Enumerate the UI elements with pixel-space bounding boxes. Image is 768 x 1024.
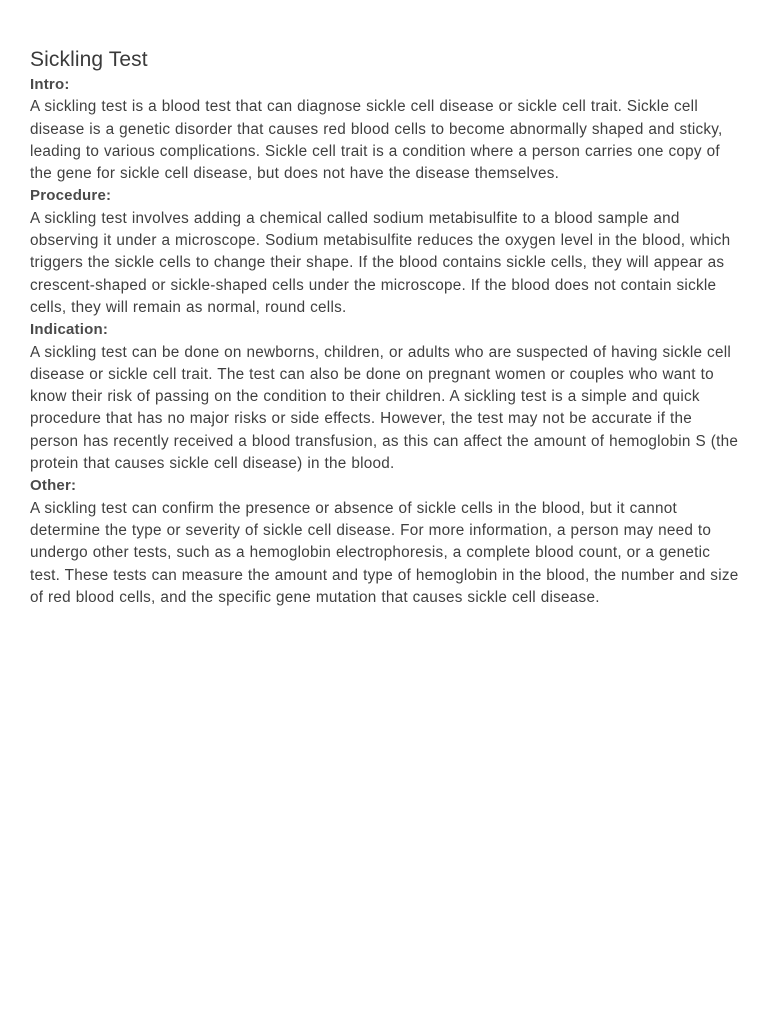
- section-procedure: [30, 185, 742, 319]
- section-heading-procedure: Procedure:: [30, 187, 112, 205]
- section-indication: [30, 319, 742, 475]
- section-text-intro: A sickling test is a blood test that can diagnose sickle cell disease or sickle cell trait. Sickle cell disease is a genetic disorder that causes red blood cells to become abnormally shaped and sticky, leading to various complications. Sickle cell trait is a condition where a person carries one copy of the gene for sickle cell disease, but does not have the disease themselves.: [30, 98, 723, 183]
- section-text-indication: A sickling test can be done on newborns, children, or adults who are suspected of having sickle cell disease or sickle cell trait. The test can also be done on pregnant women or couples who want to know their risk of passing on the condition to their children. A sickling test is a simple and quick procedure that has no major risks or side effects. However, the test may not be accurate if the person has recently received a blood transfusion, as this can affect the amount of hemoglobin S (the protein that causes sickle cell disease) in the blood.: [30, 343, 739, 473]
- section-text-procedure: A sickling test involves adding a chemical called sodium metabisulfite to a blood sample and observing it under a microscope. Sodium metabisulfite reduces the oxygen level in the blood, which triggers the sickle cells to change their shape. If the blood contains sickle cells, they will appear as crescent-shaped or sickle-shaped cells under the microscope. If the blood does not contain sickle cells, they will remain as normal, round cells.: [30, 209, 731, 316]
- section-heading-indication: Indication:: [30, 321, 109, 339]
- section-heading-other: Other:: [30, 477, 77, 495]
- page-title: Sickling Test: [30, 48, 148, 71]
- document-page: [30, 46, 742, 609]
- section-other: [30, 475, 742, 609]
- section-heading-intro: Intro:: [30, 76, 70, 93]
- section-text-other: A sickling test can confirm the presence or absence of sickle cells in the blood, but it cannot determine the type or severity of sickle cell disease. For more information, a person may need to undergo other tests, such as a hemoglobin electrophoresis, a complete blood count, or a genetic test. These tests can measure the amount and type of hemoglobin in the blood, the number and size of red blood cells, and the specific gene mutation that causes sickle cell disease.: [30, 499, 739, 606]
- section-intro: [30, 74, 742, 185]
